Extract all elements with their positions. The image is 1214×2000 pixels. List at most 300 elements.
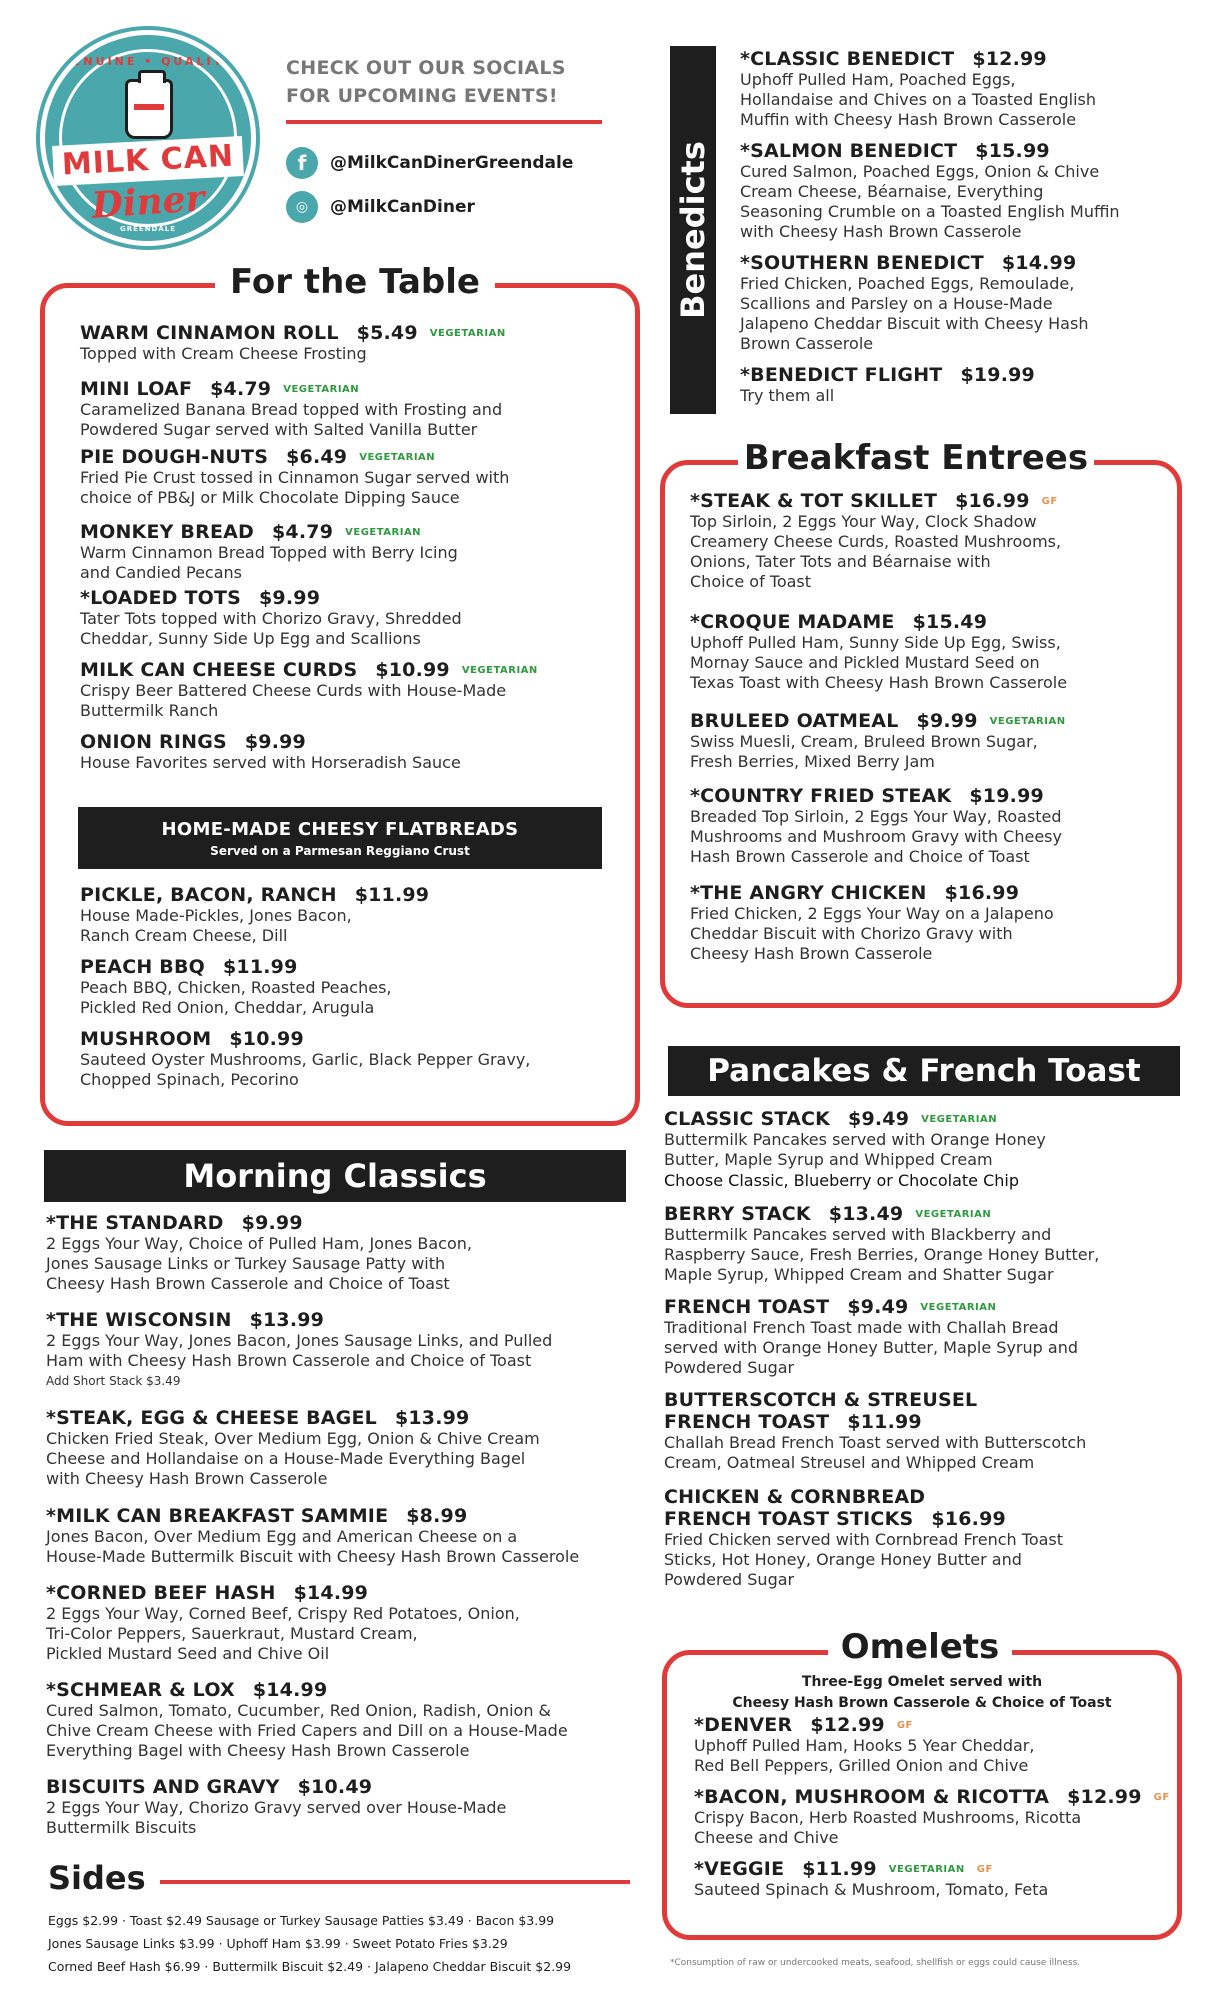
menu-item-description (694, 1736, 1164, 1776)
menu-item-heading (80, 378, 620, 400)
menu-item-price: $14.99 (252, 1679, 328, 1701)
menu-item-price: $11.99 (847, 1411, 922, 1433)
description-line: Buttermilk Pancakes served with Blackberry and (664, 1225, 1052, 1244)
description-line: Crispy Beer Battered Cheese Curds with House-Made (80, 681, 507, 700)
menu-item-name: PIE DOUGH-NUTS (80, 446, 269, 468)
menu-item-price: $16.99 (931, 1508, 1006, 1530)
menu-item-heading (46, 1212, 636, 1234)
menu-item-heading (80, 446, 620, 468)
menu-item-heading (664, 1203, 1184, 1225)
milk-can-icon (125, 79, 173, 139)
menu-item-heading (740, 252, 1180, 274)
menu-item-price: $4.79 (272, 521, 334, 543)
menu-item-description (46, 1234, 636, 1294)
dietary-tag: GF (1153, 1792, 1170, 1803)
dietary-tag: VEGETARIAN (429, 328, 506, 339)
dietary-tag: GF (976, 1864, 993, 1875)
menu-item-heading (664, 1296, 1184, 1318)
description-line: Scallions and Parsley on a House-Made (740, 294, 1053, 313)
description-line: Butter, Maple Syrup and Whipped Cream (664, 1150, 993, 1169)
description-line: Red Bell Peppers, Grilled Onion and Chive (694, 1756, 1029, 1775)
description-line: Muffin with Cheesy Hash Brown Casserole (740, 110, 1077, 129)
description-line: Hash Brown Casserole and Choice of Toast (690, 847, 1030, 866)
menu-item (46, 1776, 636, 1838)
menu-item-name: *SCHMEAR & LOX (46, 1679, 235, 1701)
menu-item (690, 490, 1170, 592)
menu-item (46, 1679, 636, 1761)
menu-item-name: *STEAK & TOT SKILLET (690, 490, 938, 512)
dietary-tag: VEGETARIAN (461, 665, 538, 676)
benedicts-title-text: Benedicts (674, 141, 712, 319)
description-line: 2 Eggs Your Way, Chorizo Gravy served over House-Made (46, 1798, 507, 1817)
description-line: Hollandaise and Chives on a Toasted English (740, 90, 1097, 109)
menu-item (740, 364, 1180, 406)
menu-item-name: CLASSIC STACK (664, 1108, 831, 1130)
sides-row: Eggs $2.99 · Toast $2.49 Sausage or Turkey Sausage Patties $3.49 · Bacon $3.99 (48, 1913, 555, 1928)
logo-top-text: GENUINE • QUALITY (60, 55, 236, 68)
menu-item-name: *SALMON BENEDICT (740, 140, 958, 162)
description-line: House Favorites served with Horseradish Sauce (80, 753, 461, 772)
menu-item-description (694, 1808, 1164, 1848)
sides-row: Jones Sausage Links $3.99 · Uphoff Ham $3.99 · Sweet Potato Fries $3.29 (48, 1936, 508, 1951)
description-line: Swiss Muesli, Cream, Bruleed Brown Sugar, (690, 732, 1038, 751)
menu-item-name: *COUNTRY FRIED STEAK (690, 785, 952, 807)
description-line: Topped with Cream Cheese Frosting (80, 344, 367, 363)
menu-item-heading (46, 1505, 636, 1527)
description-line: and Candied Pecans (80, 563, 242, 582)
divider (286, 120, 602, 124)
description-line: Warm Cinnamon Bread Topped with Berry Icing (80, 543, 458, 562)
menu-item-name-pre: CHICKEN & CORNBREAD (664, 1486, 926, 1508)
description-line: Pickled Mustard Seed and Chive Oil (46, 1644, 330, 1663)
menu-item (690, 710, 1170, 772)
menu-item-price: $14.99 (293, 1582, 369, 1604)
menu-item-price: $12.99 (972, 48, 1047, 70)
description-line: House Made-Pickles, Jones Bacon, (80, 906, 352, 925)
menu-item-name: *MILK CAN BREAKFAST SAMMIE (46, 1505, 389, 1527)
menu-item-heading (80, 322, 620, 344)
menu-item-description (80, 906, 620, 946)
menu-item-price: $19.99 (960, 364, 1035, 386)
menu-item-name: MILK CAN CHEESE CURDS (80, 659, 358, 681)
menu-item-description (740, 162, 1180, 242)
section-title-omelets: Omelets (828, 1627, 1012, 1671)
description-line: Cheddar, Sunny Side Up Egg and Scallions (80, 629, 421, 648)
menu-item-price: $11.99 (354, 884, 430, 906)
menu-item-name: *THE ANGRY CHICKEN (690, 882, 927, 904)
menu-item (690, 785, 1170, 867)
description-line: Sauteed Spinach & Mushroom, Tomato, Feta (694, 1880, 1049, 1899)
menu-item-heading (690, 785, 1170, 807)
menu-item-price: $12.99 (810, 1714, 885, 1736)
section-title-benedicts (670, 46, 716, 414)
menu-item-name: ONION RINGS (80, 731, 227, 753)
menu-item-heading (80, 659, 620, 681)
menu-item-description (80, 344, 620, 364)
menu-item-price: $16.99 (944, 882, 1020, 904)
menu-item-heading (46, 1407, 636, 1429)
description-line: Mushrooms and Mushroom Gravy with Cheesy (690, 827, 1062, 846)
description-line: Powdered Sugar (664, 1570, 795, 1589)
facebook-link[interactable] (286, 146, 573, 180)
dietary-tag: VEGETARIAN (345, 527, 422, 538)
description-line: 2 Eggs Your Way, Jones Bacon, Jones Sausage Links, and Pulled (46, 1331, 553, 1350)
description-line: Brown Casserole (740, 334, 874, 353)
menu-item-name: *SOUTHERN BENEDICT (740, 252, 984, 274)
socials-heading (286, 54, 606, 110)
instagram-icon: ◎ (286, 191, 318, 223)
menu-item-price: $6.49 (286, 446, 348, 468)
menu-item (80, 956, 620, 1018)
description-line: Traditional French Toast made with Challah Bread (664, 1318, 1059, 1337)
menu-item-description (80, 543, 620, 583)
facebook-handle: @MilkCanDinerGreendale (330, 153, 574, 173)
menu-item-name: MONKEY BREAD (80, 521, 255, 543)
menu-item (80, 446, 620, 508)
menu-item (694, 1786, 1170, 1848)
description-line: Powdered Sugar (664, 1358, 795, 1377)
description-line: Jalapeno Cheddar Biscuit with Cheesy Hash (740, 314, 1089, 333)
menu-item-heading (46, 1582, 636, 1604)
facebook-icon: f (286, 147, 318, 179)
menu-item-description (690, 732, 1170, 772)
menu-item (690, 611, 1170, 693)
menu-item-heading (690, 611, 1170, 633)
menu-item-description (664, 1225, 1184, 1285)
menu-item (694, 1858, 1164, 1900)
menu-item-description (664, 1433, 1184, 1473)
menu-item-heading (46, 1309, 636, 1331)
description-line: Top Sirloin, 2 Eggs Your Way, Clock Shadow (690, 512, 1037, 531)
menu-item-extra: Add Short Stack $3.49 (46, 1374, 181, 1388)
description-line: Uphoff Pulled Ham, Poached Eggs, (740, 70, 1016, 89)
menu-item-name: PEACH BBQ (80, 956, 205, 978)
menu-item-name: BERRY STACK (664, 1203, 811, 1225)
menu-item-description (740, 386, 1180, 406)
description-line: Tri-Color Peppers, Sauerkraut, Mustard Cream, (46, 1624, 418, 1643)
menu-item-name: *DENVER (694, 1714, 793, 1736)
dietary-tag: VEGETARIAN (921, 1114, 998, 1125)
menu-item-heading (80, 521, 620, 543)
menu-item-price: $5.49 (356, 322, 418, 344)
menu-item (80, 884, 620, 946)
menu-item-description (80, 753, 620, 773)
menu-item-description (80, 400, 620, 440)
description-line: Fresh Berries, Mixed Berry Jam (690, 752, 935, 771)
description-line: with Cheesy Hash Brown Casserole (46, 1469, 328, 1488)
menu-item-description (80, 468, 620, 508)
menu-item-description (694, 1880, 1164, 1900)
description-line: Fried Chicken, Poached Eggs, Remoulade, (740, 274, 1075, 293)
logo-diner: Diner (90, 177, 206, 227)
flatbread-title: HOME-MADE CHEESY FLATBREADS (161, 819, 519, 840)
menu-item-description (80, 978, 620, 1018)
menu-item-heading (694, 1858, 1164, 1880)
menu-item (694, 1714, 1164, 1776)
menu-item-name: *LOADED TOTS (80, 587, 242, 609)
menu-item-heading (664, 1411, 1184, 1433)
description-line: 2 Eggs Your Way, Corned Beef, Crispy Red Potatoes, Onion, (46, 1604, 520, 1623)
menu-item (740, 48, 1180, 130)
description-line: Jones Bacon, Over Medium Egg and American Cheese on a (46, 1527, 518, 1546)
socials-heading-line1: CHECK OUT OUR SOCIALS (286, 57, 566, 79)
instagram-link[interactable] (286, 190, 475, 224)
description-line: Mornay Sauce and Pickled Mustard Seed on (690, 653, 1040, 672)
description-line: Everything Bagel with Cheesy Hash Brown Casserole (46, 1741, 470, 1760)
menu-item-description (664, 1318, 1184, 1378)
description-line: Sauteed Oyster Mushrooms, Garlic, Black Pepper Gravy, (80, 1050, 531, 1069)
section-title-sides: Sides (48, 1859, 160, 1897)
menu-item-price: $13.99 (394, 1407, 470, 1429)
description-line: Cheddar Biscuit with Chorizo Gravy with (690, 924, 1013, 943)
menu-item-name: BRULEED OATMEAL (690, 710, 899, 732)
menu-item-extra: Choose Classic, Blueberry or Chocolate Chip (664, 1171, 1020, 1190)
description-line: Creamery Cheese Curds, Roasted Mushrooms, (690, 532, 1062, 551)
menu-item-name: FRENCH TOAST STICKS (664, 1508, 914, 1530)
description-line: Choice of Toast (690, 572, 812, 591)
menu-item-name: FRENCH TOAST (664, 1411, 830, 1433)
menu-item-name: MINI LOAF (80, 378, 193, 400)
omelet-intro (662, 1672, 1182, 1714)
description-line: Buttermilk Pancakes served with Orange Honey (664, 1130, 1046, 1149)
menu-item-name: FRENCH TOAST (664, 1296, 830, 1318)
section-title-morning-classics: Morning Classics (44, 1150, 626, 1202)
description-line: Uphoff Pulled Ham, Sunny Side Up Egg, Swiss, (690, 633, 1061, 652)
menu-item-price: $14.99 (1001, 252, 1077, 274)
menu-item-price: $8.99 (406, 1505, 468, 1527)
menu-item (80, 378, 620, 440)
menu-item-description (46, 1527, 636, 1567)
description-line: choice of PB&J or Milk Chocolate Dipping Sauce (80, 488, 460, 507)
description-line: with Cheesy Hash Brown Casserole (740, 222, 1022, 241)
section-title-for-the-table: For the Table (215, 262, 495, 306)
menu-item-name: *THE WISCONSIN (46, 1309, 232, 1331)
dietary-tag: GF (896, 1720, 913, 1731)
menu-item-price: $13.49 (828, 1203, 904, 1225)
menu-item-heading (690, 490, 1170, 512)
description-line: Chive Cream Cheese with Fried Capers and Dill on a House-Made (46, 1721, 568, 1740)
description-line: Cheesy Hash Brown Casserole and Choice of Toast (46, 1274, 450, 1293)
menu-item-heading (690, 710, 1170, 732)
menu-item-heading (80, 1028, 620, 1050)
description-line: Uphoff Pulled Ham, Hooks 5 Year Cheddar, (694, 1736, 1035, 1755)
description-line: Chicken Fried Steak, Over Medium Egg, Onion & Chive Cream (46, 1429, 540, 1448)
menu-item-name-pre: BUTTERSCOTCH & STREUSEL (664, 1389, 978, 1411)
menu-item-name: PICKLE, BACON, RANCH (80, 884, 337, 906)
menu-item-price: $13.99 (249, 1309, 325, 1331)
menu-item-description (664, 1530, 1184, 1590)
footnote: *Consumption of raw or undercooked meats, seafood, shellfish or eggs could cause illness. (670, 1958, 1081, 1968)
description-line: Fried Chicken served with Cornbread French Toast (664, 1530, 1064, 1549)
menu-item (664, 1203, 1184, 1285)
menu-item-price: $9.49 (848, 1108, 910, 1130)
menu-item-heading (46, 1776, 636, 1798)
menu-item-price: $9.99 (916, 710, 978, 732)
menu-item (690, 882, 1170, 964)
menu-item-price: $10.99 (375, 659, 450, 681)
menu-item (46, 1309, 636, 1388)
menu-item (80, 587, 620, 649)
menu-item (80, 659, 620, 721)
description-line: Cured Salmon, Poached Eggs, Onion & Chive (740, 162, 1100, 181)
menu-item-price: $10.99 (229, 1028, 304, 1050)
dietary-tag: VEGETARIAN (888, 1864, 965, 1875)
menu-item-price: $11.99 (802, 1858, 877, 1880)
dietary-tag: VEGETARIAN (915, 1209, 992, 1220)
logo-name: MILK CAN (52, 136, 244, 186)
description-line: Seasoning Crumble on a Toasted English Muffin (740, 202, 1120, 221)
description-line: Raspberry Sauce, Fresh Berries, Orange Honey Butter, (664, 1245, 1100, 1264)
menu-item-price: $9.99 (259, 587, 321, 609)
description-line: Buttermilk Ranch (80, 701, 219, 720)
description-line: Cream, Oatmeal Streusel and Whipped Cream (664, 1453, 1035, 1472)
menu-item-description (80, 1050, 620, 1090)
menu-item-name: *CLASSIC BENEDICT (740, 48, 955, 70)
description-line: Cured Salmon, Tomato, Cucumber, Red Onion, Radish, Onion & (46, 1701, 552, 1720)
section-title-pancakes: Pancakes & French Toast (668, 1046, 1180, 1096)
menu-item-name: *CROQUE MADAME (690, 611, 895, 633)
menu-item (80, 1028, 620, 1090)
omelet-intro-line1: Three-Egg Omelet served with (801, 1674, 1043, 1690)
menu-item-price: $15.99 (975, 140, 1050, 162)
description-line: Buttermilk Biscuits (46, 1818, 197, 1837)
description-line: Pickled Red Onion, Cheddar, Arugula (80, 998, 375, 1017)
menu-item-heading (694, 1786, 1170, 1808)
description-line: served with Orange Honey Butter, Maple Syrup and (664, 1338, 1078, 1357)
menu-item-name: *VEGGIE (694, 1858, 785, 1880)
menu-item-price: $12.99 (1067, 1786, 1142, 1808)
menu-item-heading (690, 882, 1170, 904)
description-line: House-Made Buttermilk Biscuit with Cheesy Hash Brown Casserole (46, 1547, 580, 1566)
menu-item-price: $4.79 (210, 378, 272, 400)
menu-item-name: *THE STANDARD (46, 1212, 224, 1234)
menu-item-heading (80, 956, 620, 978)
description-line: Fried Chicken, 2 Eggs Your Way on a Jalapeno (690, 904, 1054, 923)
menu-item-price: $10.49 (297, 1776, 373, 1798)
menu-item-description (740, 70, 1180, 130)
menu-item (664, 1389, 1184, 1473)
menu-item-description (80, 609, 620, 649)
description-line: Breaded Top Sirloin, 2 Eggs Your Way, Roasted (690, 807, 1062, 826)
description-line: Crispy Bacon, Herb Roasted Mushrooms, Ricotta (694, 1808, 1082, 1827)
menu-item-name: *BACON, MUSHROOM & RICOTTA (694, 1786, 1050, 1808)
description-line: Cheese and Hollandaise on a House-Made Everything Bagel (46, 1449, 526, 1468)
menu-item-description (46, 1798, 636, 1838)
menu-item-description (46, 1331, 636, 1371)
menu-item-description (80, 681, 620, 721)
description-line: Tater Tots topped with Chorizo Gravy, Shredded (80, 609, 462, 628)
menu-item (80, 521, 620, 583)
dietary-tag: GF (1041, 496, 1058, 507)
menu-item (46, 1582, 636, 1664)
description-line: Ham with Cheesy Hash Brown Casserole and Choice of Toast (46, 1351, 532, 1370)
menu-item-price: $9.49 (847, 1296, 909, 1318)
menu-item-heading (80, 884, 620, 906)
dietary-tag: VEGETARIAN (283, 384, 360, 395)
menu-item-name: *CORNED BEEF HASH (46, 1582, 276, 1604)
flatbread-banner (78, 807, 602, 869)
description-line: Caramelized Banana Bread topped with Frosting and (80, 400, 503, 419)
menu-item-heading (740, 364, 1180, 386)
description-line: Maple Syrup, Whipped Cream and Shatter Sugar (664, 1265, 1054, 1284)
menu-item-price: $15.49 (912, 611, 988, 633)
dietary-tag: VEGETARIAN (989, 716, 1066, 727)
menu-item (80, 322, 620, 364)
menu-item-heading (694, 1714, 1164, 1736)
description-line: Peach BBQ, Chicken, Roasted Peaches, (80, 978, 392, 997)
menu-item (664, 1108, 1184, 1191)
menu-item-description (46, 1701, 636, 1761)
section-title-breakfast-entrees: Breakfast Entrees (738, 438, 1094, 482)
description-line: Texas Toast with Cheesy Hash Brown Casserole (690, 673, 1068, 692)
description-line: Powdered Sugar served with Salted Vanilla Butter (80, 420, 478, 439)
menu-item-heading (740, 48, 1180, 70)
logo (40, 30, 256, 246)
menu-item (740, 140, 1180, 242)
menu-item-description (46, 1604, 636, 1664)
menu-item-name: BISCUITS AND GRAVY (46, 1776, 280, 1798)
dietary-tag: VEGETARIAN (920, 1302, 997, 1313)
description-line: Try them all (740, 386, 835, 405)
menu-item (46, 1505, 636, 1567)
description-line: Challah Bread French Toast served with Butterscotch (664, 1433, 1087, 1452)
description-line: Cream Cheese, Béarnaise, Everything (740, 182, 1044, 201)
menu-item-price: $19.99 (969, 785, 1044, 807)
menu-item-name: *STEAK, EGG & CHEESE BAGEL (46, 1407, 377, 1429)
menu-item-heading (46, 1679, 636, 1701)
menu-item-name: MUSHROOM (80, 1028, 212, 1050)
description-line: Jones Sausage Links or Turkey Sausage Patty with (46, 1254, 446, 1273)
menu-item (80, 731, 620, 773)
omelet-intro-line2: Cheesy Hash Brown Casserole & Choice of Toast (732, 1695, 1112, 1711)
menu-item-description (690, 633, 1170, 693)
menu-item (664, 1486, 1184, 1590)
menu-item-price: $16.99 (955, 490, 1030, 512)
menu-item-heading (80, 731, 620, 753)
menu-item-heading (80, 587, 620, 609)
description-line: Cheesy Hash Brown Casserole (690, 944, 933, 963)
description-line: Chopped Spinach, Pecorino (80, 1070, 299, 1089)
menu-item-price: $9.99 (244, 731, 306, 753)
description-line: Sticks, Hot Honey, Orange Honey Butter and (664, 1550, 1022, 1569)
menu-item-description (690, 512, 1170, 592)
menu-item (740, 252, 1180, 354)
sides-row: Corned Beef Hash $6.99 · Buttermilk Biscuit $2.49 · Jalapeno Cheddar Biscuit $2.99 (48, 1959, 572, 1974)
menu-item-name: *BENEDICT FLIGHT (740, 364, 943, 386)
menu-item-description (664, 1130, 1184, 1170)
menu-item-heading (664, 1508, 1184, 1530)
menu-item-price: $9.99 (241, 1212, 303, 1234)
instagram-handle: @MilkCanDiner (330, 197, 475, 217)
logo-town: GREENDALE (119, 225, 177, 233)
menu-item-description (740, 274, 1180, 354)
description-line: 2 Eggs Your Way, Choice of Pulled Ham, Jones Bacon, (46, 1234, 472, 1253)
socials-heading-line2: FOR UPCOMING EVENTS! (286, 85, 558, 107)
menu-item-description (46, 1429, 636, 1489)
menu-item (46, 1407, 636, 1489)
menu-item-name: WARM CINNAMON ROLL (80, 322, 339, 344)
menu-item-heading (740, 140, 1180, 162)
description-line: Ranch Cream Cheese, Dill (80, 926, 288, 945)
menu-item (664, 1296, 1184, 1378)
description-line: Onions, Tater Tots and Béarnaise with (690, 552, 991, 571)
menu-item-description (690, 807, 1170, 867)
flatbread-subtitle: Served on a Parmesan Reggiano Crust (210, 844, 470, 858)
menu-item (46, 1212, 636, 1294)
menu-item-price: $11.99 (223, 956, 298, 978)
description-line: Cheese and Chive (694, 1828, 839, 1847)
dietary-tag: VEGETARIAN (359, 452, 436, 463)
